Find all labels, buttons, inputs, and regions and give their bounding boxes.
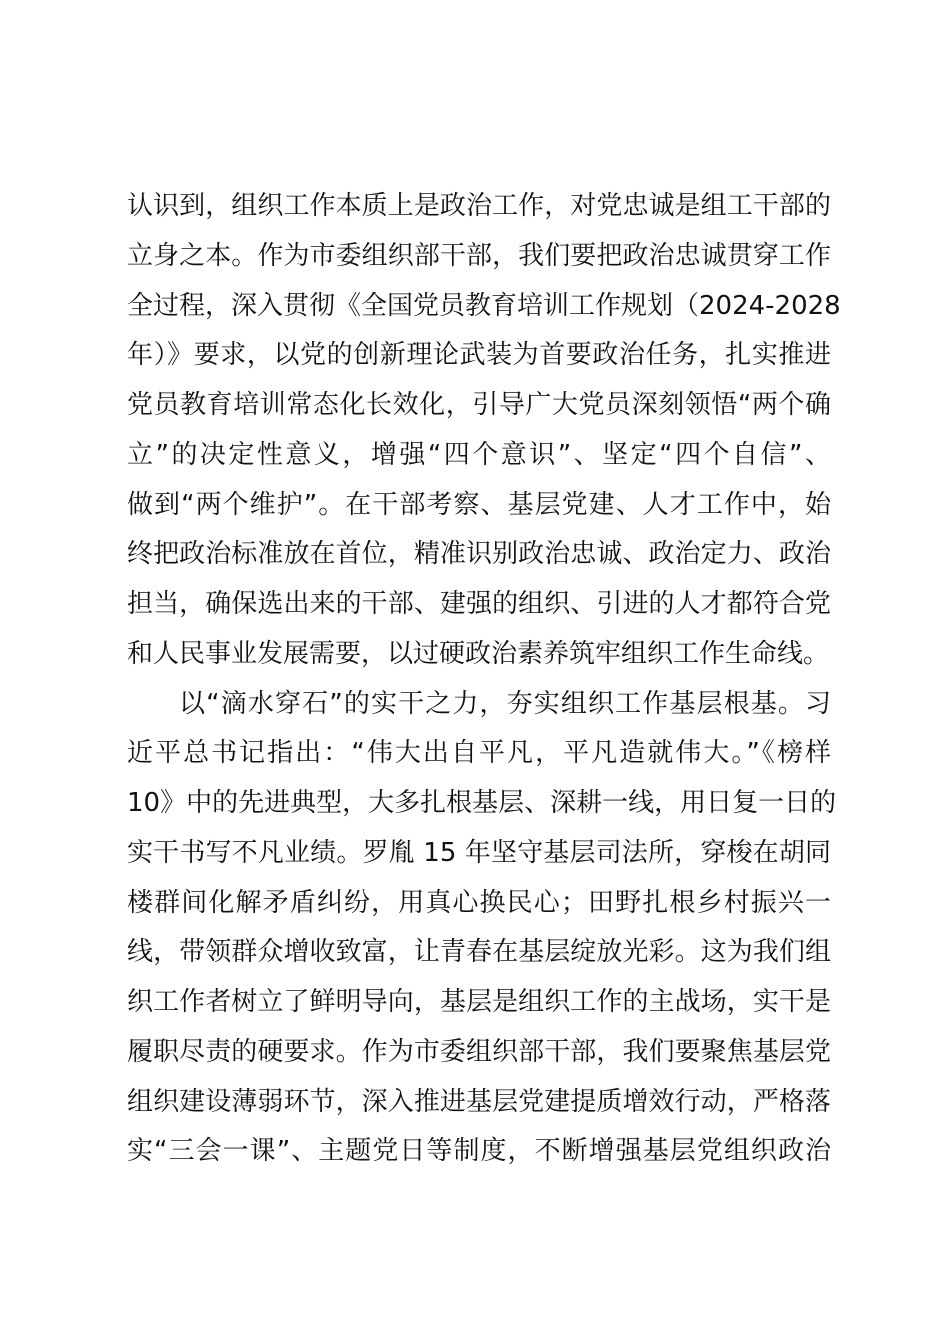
text-line: 认识到，组织工作本质上是政治工作，对党忠诚是组工干部的 — [127, 191, 831, 221]
text-line: 和人民事业发展需要，以过硬政治素养筑牢组织工作生命线。 — [127, 638, 830, 669]
text-line: 近平总书记指出：“伟大出自平凡，平凡造就伟大。”《榜样 — [127, 738, 831, 769]
text-line: 10》中的先进典型，大多扎根基层、深耕一线，用日复一日的 — [127, 788, 837, 818]
text-line: 履职尽责的硬要求。作为市委组织部干部，我们要聚焦基层党 — [127, 1036, 831, 1067]
text-line: 立身之本。作为市委组织部干部，我们要把政治忠诚贯穿工作 — [127, 240, 831, 271]
text-line: 全过程，深入贯彻《全国党员教育培训工作规划（2024-2028 — [127, 290, 841, 321]
text-line: 织工作者树立了鲜明导向，基层是组织工作的主战场，实干是 — [127, 987, 831, 1017]
text-line: 实干书写不凡业绩。罗胤 15 年坚守基层司法所，穿梭在胡同 — [127, 837, 831, 868]
text-line: 党员教育培训常态化长效化，引导广大党员深刻领悟“两个确 — [127, 390, 831, 420]
paragraph-1 — [127, 186, 841, 684]
text-line: 终把政治标准放在首位，精准识别政治忠诚、政治定力、政治 — [127, 539, 831, 570]
text-line: 担当，确保选出来的干部、建强的组织、引进的人才都符合党 — [127, 589, 831, 619]
text-line: 实“三会一课”、主题党日等制度，不断增强基层党组织政治 — [127, 1136, 831, 1167]
document-body — [127, 186, 841, 1181]
text-line: 线，带领群众增收致富，让青春在基层绽放光彩。这为我们组 — [127, 937, 831, 968]
text-line: 楼群间化解矛盾纠纷，用真心换民心；田野扎根乡村振兴一 — [127, 887, 831, 918]
paragraph-2 — [127, 684, 837, 1182]
text-line: 立”的决定性意义，增强“四个意识”、坚定“四个自信”、 — [127, 439, 831, 470]
text-line: 以“滴水穿石”的实干之力，夯实组织工作基层根基。习 — [179, 688, 831, 719]
text-line: 年）》要求，以党的创新理论武装为首要政治任务，扎实推进 — [127, 340, 831, 371]
text-line: 做到“两个维护”。在干部考察、基层党建、人才工作中，始 — [127, 489, 831, 520]
text-line: 组织建设薄弱环节，深入推进基层党建提质增效行动，严格落 — [127, 1086, 831, 1117]
